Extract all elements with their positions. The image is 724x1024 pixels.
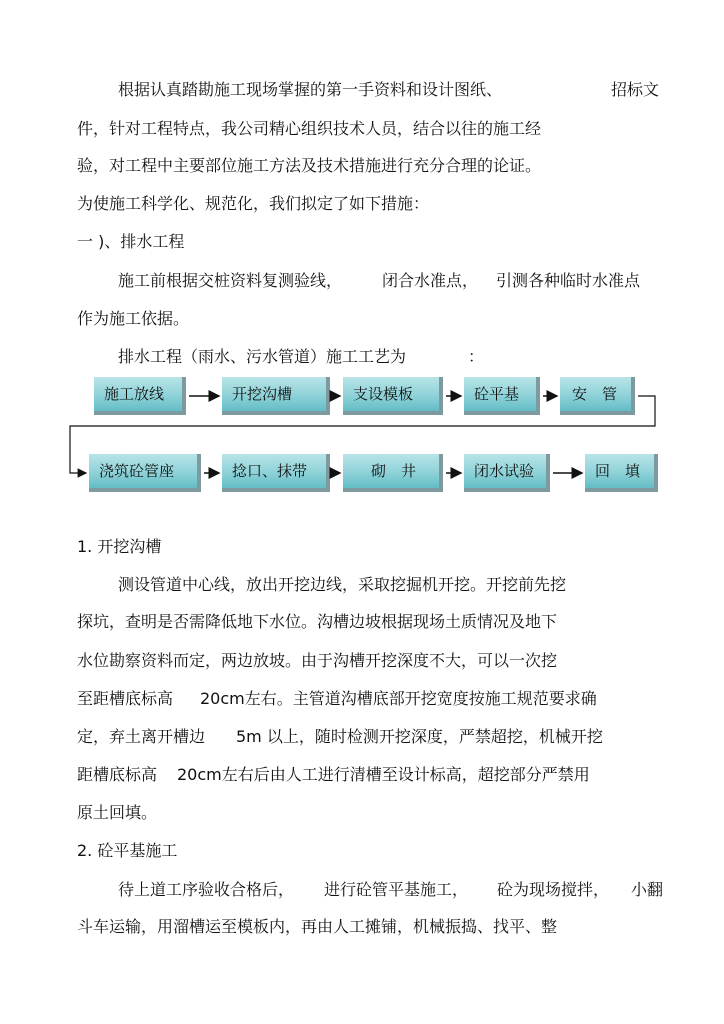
intro-line-1b: 招标文: [611, 80, 660, 99]
flow-step-7: 捻口、抹带: [222, 454, 330, 492]
flow-step-10: 回 填: [585, 454, 658, 492]
flow-step-2: 开挖沟槽: [222, 377, 330, 415]
intro-line-3: 验，对工程中主要部位施工方法及技术措施进行充分合理的论证。: [77, 156, 542, 175]
sub2-line-1d: 小翻: [631, 880, 664, 899]
s1-p1-line-1b: 闭合水准点，: [382, 271, 479, 290]
flow-step-3: 支设模板: [343, 377, 443, 415]
sub1-line-6a: 距槽底标高: [77, 765, 158, 784]
sub1-line-5a: 定，弃土离开槽边: [77, 727, 206, 746]
flow-step-4: 砼平基: [464, 377, 540, 415]
flow-step-1: 施工放线: [94, 377, 186, 415]
s1-p1-line-2: 作为施工依据。: [77, 309, 190, 328]
arrow-wrap: [70, 396, 655, 473]
sub2-line-2: 斗车运输，用溜槽运至模板内，再由人工摊铺，机械振捣、找平、整: [77, 917, 558, 936]
sub1-line-7: 原土回填。: [77, 803, 158, 822]
flow-step-6: 浇筑砼管座: [89, 454, 201, 492]
sub2-heading: 2. 砼平基施工: [77, 841, 178, 860]
flow-step-8: 砌 井: [343, 454, 443, 492]
sub1-line-1: 测设管道中心线，放出开挖边线，采取挖掘机开挖。开挖前先挖: [118, 575, 567, 594]
sub1-line-4a: 至距槽底标高: [77, 689, 174, 708]
flow-step-9: 闭水试验: [464, 454, 550, 492]
sub1-line-5b: 5m 以上，随时检测开挖深度，严禁超挖，机械开挖: [236, 727, 603, 746]
intro-line-1a: 根据认真踏勘施工现场掌握的第一手资料和设计图纸、: [118, 80, 503, 99]
flow-title-colon: ：: [468, 347, 485, 366]
s1-p1-line-1c: 引测各种临时水准点: [496, 271, 641, 290]
intro-line-2: 件，针对工程特点，我公司精心组织技术人员，结合以往的施工经: [77, 119, 542, 138]
sub2-line-1a: 待上道工序验收合格后，: [118, 880, 295, 899]
flow-step-5: 安 管: [560, 377, 635, 415]
intro-line-4: 为使施工科学化、规范化，我们拟定了如下措施：: [77, 194, 430, 213]
flow-title: 排水工程（雨水、污水管道）施工工艺为: [118, 347, 407, 366]
section-heading-drainage: 一 )、排水工程: [77, 232, 185, 251]
sub2-line-1b: 进行砼管平基施工，: [324, 880, 469, 899]
sub1-line-2: 探坑，查明是否需降低地下水位。沟槽边坡根据现场土质情况及地下: [77, 612, 558, 631]
sub1-line-3: 水位勘察资料而定，两边放坡。由于沟槽开挖深度不大，可以一次挖: [77, 651, 558, 670]
s1-p1-line-1a: 施工前根据交桩资料复测验线，: [118, 271, 343, 290]
sub1-heading: 1. 开挖沟槽: [77, 537, 162, 556]
sub1-line-6b: 20cm左右后由人工进行清槽至设计标高，超挖部分严禁用: [177, 765, 590, 784]
sub1-line-4b: 20cm左右。主管道沟槽底部开挖宽度按施工规范要求确: [200, 689, 597, 708]
sub2-line-1c: 砼为现场搅拌，: [497, 880, 610, 899]
